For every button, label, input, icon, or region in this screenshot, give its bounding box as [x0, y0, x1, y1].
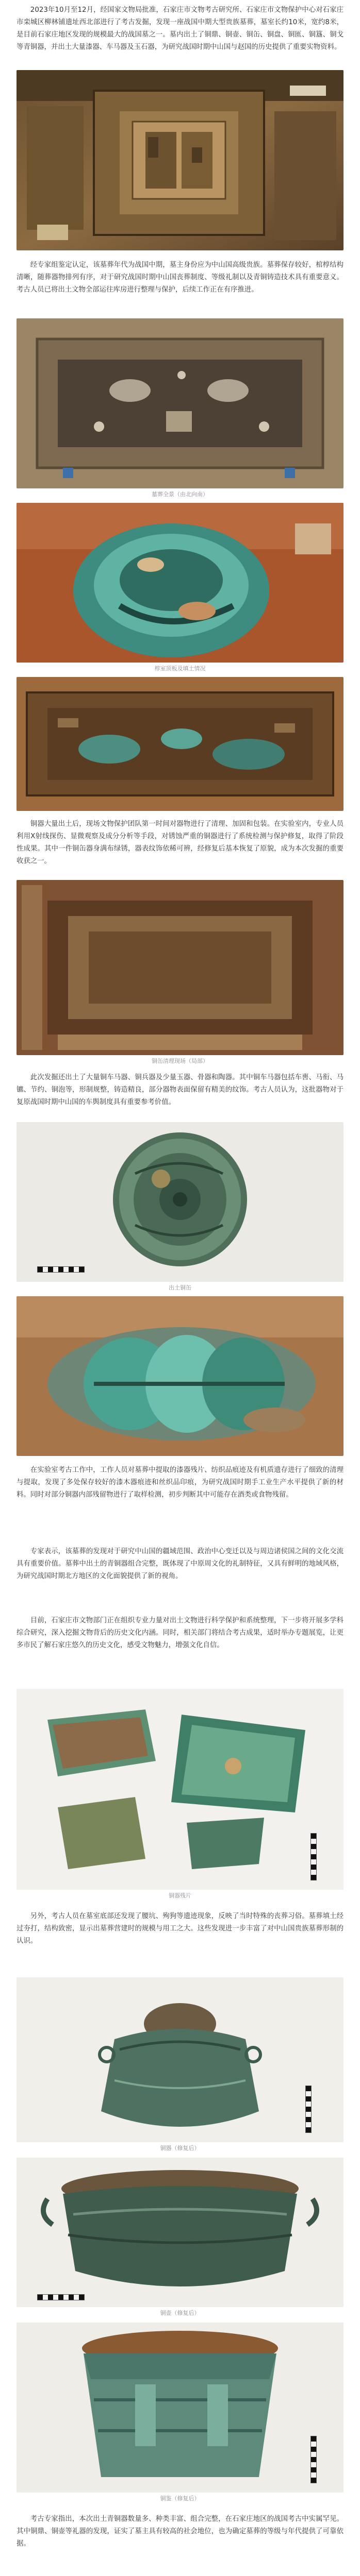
caption-6: 铜器（修复后） [160, 2145, 200, 2151]
photo-bronze-fragments-in-soil [17, 1296, 343, 1456]
caption-5: 铜器残片 [169, 1892, 191, 1899]
paragraph-9: 考古专家指出，本次出土青铜器数量多、种类丰富、组合完整，在石家庄地区的战国考古中实属罕见。其中铜鼎、铜壶等礼器的发现，证实了墓主具有较高的社会地位，也为确定墓葬的等级与年代提供了可靠依据。 [17, 2515, 343, 2548]
caption-4: 出土铜缶 [169, 1284, 191, 1291]
photo-corroded-fragments [17, 1689, 343, 1890]
scale-bar [37, 1266, 85, 1273]
caption-8: 铜鉴（修复后） [160, 2495, 200, 2502]
scale-bar [310, 2436, 317, 2483]
photo-tomb-floor [17, 318, 343, 488]
photo-trench-section [17, 880, 343, 1055]
scale-bar [310, 1833, 317, 1880]
scale-bar [37, 2294, 85, 2300]
paragraph-7: 目前，石家庄市文物部门正在组织专业力量对出土文物进行科学保护和系统整理，下一步将开展多学科综合研究，深入挖掘文物背后的历史文化内涵。同时，相关部门将结合考古成果，适时举办专题展览，让更多市民了解石家庄悠久的历史文化，感受文物魅力，增强文化自信。 [17, 1617, 343, 1649]
paragraph-5: 在实验室考古工作中，工作人员对墓葬中提取的漆器残片、纺织品痕迹及有机质遗存进行了细致的清理与提取，发现了多处保存较好的漆木器痕迹和丝织品印痕，为研究战国时期手工业生产水平提供了新的材料。同时对部分铜器内部残留物进行了取样检测，初步判断其中可能存在酒类或食物残留。 [17, 1466, 343, 1499]
photo-bronze-in-situ [17, 503, 343, 663]
paragraph-3: 铜器大量出土后，现场文物保护团队第一时间对器物进行了清理、加固和包装。在实验室内，专业人员利用X射线探伤、显微观察及成分分析等手段，对锈蚀严重的铜器进行了系统检测与保护修复，取得了阶段性成果。其中一件铜缶器身满布绿锈，器表纹饰依稀可辨，经修复后基本恢复了原貌，成为本次发掘的重要收获之一。 [17, 820, 343, 865]
scale-bar [305, 2086, 312, 2133]
caption-3: 铜缶清理现场（局部） [152, 1058, 208, 1064]
paragraph-6: 专家表示，该墓葬的发现对于研究中山国的疆域范围、政治中心变迁以及与周边诸侯国之间的文化交流具有重要价值。墓葬中出土的青铜器组合完整，既体现了中原周文化的礼制特征，又具有鲜明的地域风格，为研究战国时期北方地区的文化面貌提供了新的视角。 [17, 1548, 343, 1580]
caption-2: 椁室顶板及填土情况 [154, 665, 206, 672]
photo-bronze-pot [17, 1977, 343, 2142]
photo-excavation-aerial [17, 70, 343, 250]
photo-bronze-basin [17, 2158, 343, 2307]
photo-bronze-plate [17, 1122, 343, 1282]
photo-pit-with-bronzes [17, 677, 343, 811]
paragraph-8: 另外，考古人员在墓室底部还发现了腰坑、殉狗等遗迹现象，反映了当时特殊的丧葬习俗。墓葬填土经过夯打，结构致密，显示出墓葬营建时的规模与用工之大。这些发现进一步丰富了对中山国贵族墓葬形制的认识。 [17, 1912, 343, 1945]
paragraph-1: 2023年10月至12月，经国家文物局批准，石家庄市文物考古研究所、石家庄市文物保护中心对石家庄市栾城区柳林铺遗址西北部进行了考古发掘，发现一座战国中期大型贵族墓葬，墓室长约10米，宽约8米，是目前石家庄地区发现的规模最大的战国墓之一。墓内出土了铜鼎、铜壶、铜缶、铜盘、铜匜、铜簋、铜戈等青铜器，并出土大量漆器、车马器及玉石器，为研究战国时期中山国与赵国的历史提供了重要实物资料。 [17, 6, 343, 51]
paragraph-2: 经专家组鉴定认定，该墓葬年代为战国中期，墓主身份应为中山国高级贵族。墓葬保存较好，棺椁结构清晰，随葬器物排列有序，对于研究战国时期中山国丧葬制度、等级礼制以及青铜铸造技术具有重要意义。考古人员已将出土文物全部运往库房进行整理与保护，后续工作正在有序推进。 [17, 261, 343, 294]
photo-bronze-jar [17, 2323, 343, 2493]
caption-1: 墓葬全景（由北向南） [152, 491, 208, 498]
paragraph-4: 此次发掘还出土了大量铜车马器、铜兵器及少量玉器、骨器和陶器。其中铜车马器包括车軎、马衔、马镳、节约、铜泡等，形制规整，铸造精良，部分器物表面保留有精美的纹饰。考古人员认为，这批器物对于复原战国时期中山国的车舆制度具有重要参考价值。 [17, 1074, 343, 1106]
caption-7: 铜壶（修复后） [160, 2310, 200, 2316]
